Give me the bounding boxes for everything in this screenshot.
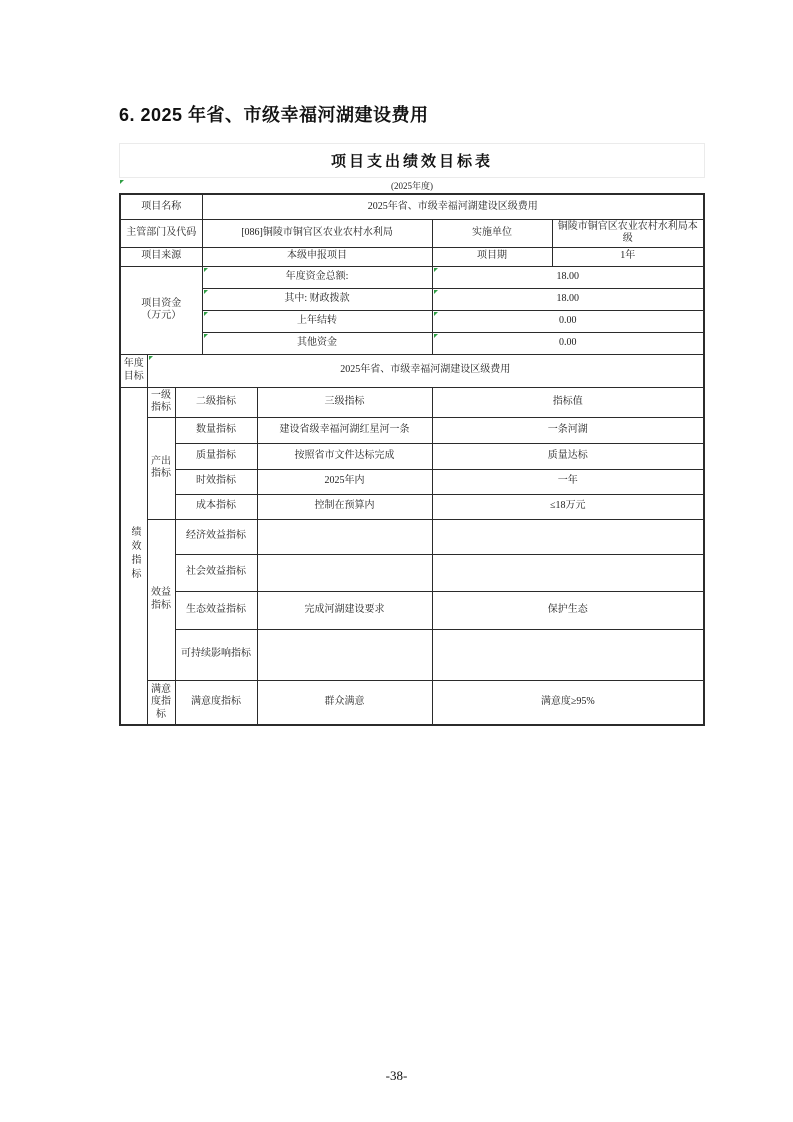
indicator-cost-detail: 控制在预算内 <box>257 494 432 519</box>
indicator-economic-label: 经济效益指标 <box>175 519 257 554</box>
funds-label-line2: （万元） <box>141 310 182 321</box>
indicators-side-label: 绩效指标 <box>120 387 147 725</box>
header-level3: 三级指标 <box>257 387 432 417</box>
indicator-satisfaction-value: 满意度≥95% <box>432 680 704 725</box>
funds-label-line1: 项目资金 <box>141 297 182 309</box>
funds-row-carryover-value: 0.00 <box>432 310 704 332</box>
indicator-cost-label: 成本指标 <box>175 494 257 519</box>
indicator-timeliness-label: 时效指标 <box>175 469 257 494</box>
target-table-grid <box>119 193 705 726</box>
source-value: 本级申报项目 <box>202 247 432 266</box>
indicator-satisfaction-label: 满意度指标 <box>175 680 257 725</box>
indicator-sustainability-value <box>432 629 704 680</box>
page-title: 6. 2025 年省、市级幸福河湖建设费用 <box>119 105 429 125</box>
indicator-economic-value <box>432 519 704 554</box>
indicator-cost-value: ≤18万元 <box>432 494 704 519</box>
header-level1: 一级指标 <box>147 387 175 417</box>
annual-goal-label: 年度目标 <box>120 354 147 387</box>
indicator-sustainability-label: 可持续影响指标 <box>175 629 257 680</box>
indicator-social-label: 社会效益指标 <box>175 554 257 591</box>
indicator-ecological-detail: 完成河湖建设要求 <box>257 591 432 629</box>
group-satisfaction-label: 满意度指标 <box>147 680 175 725</box>
funds-row-other-value: 0.00 <box>432 332 704 354</box>
source-label: 项目来源 <box>120 247 202 266</box>
header-level2: 二级指标 <box>175 387 257 417</box>
performance-target-table <box>119 143 705 726</box>
page-number: -38- <box>385 1068 408 1083</box>
project-name-label: 项目名称 <box>120 194 202 219</box>
indicator-social-detail <box>257 554 432 591</box>
indicator-quality-label: 质量指标 <box>175 443 257 469</box>
impl-unit-label: 实施单位 <box>432 219 552 247</box>
funds-row-fiscal-value: 18.00 <box>432 288 704 310</box>
indicator-quality-value: 质量达标 <box>432 443 704 469</box>
dept-value: [086]铜陵市铜官区农业农村水利局 <box>202 219 432 247</box>
indicator-economic-detail <box>257 519 432 554</box>
funds-row-carryover-label: 上年结转 <box>202 310 432 332</box>
funds-label <box>120 266 202 354</box>
table-title-row <box>119 143 705 178</box>
dept-label: 主管部门及代码 <box>120 219 202 247</box>
header-value: 指标值 <box>432 387 704 417</box>
period-value: 1年 <box>552 247 704 266</box>
impl-unit-value: 铜陵市铜官区农业农村水利局本级 <box>552 219 704 247</box>
period-label: 项目期 <box>432 247 552 266</box>
indicator-timeliness-detail: 2025年内 <box>257 469 432 494</box>
project-name-value: 2025年省、市级幸福河湖建设区级费用 <box>202 194 704 219</box>
table-subtitle: (2025年度) <box>391 181 433 191</box>
indicator-satisfaction-detail: 群众满意 <box>257 680 432 725</box>
table-title: 项目支出绩效目标表 <box>330 154 493 170</box>
indicator-ecological-value: 保护生态 <box>432 591 704 629</box>
indicator-timeliness-value: 一年 <box>432 469 704 494</box>
funds-row-fiscal-label: 其中: 财政拨款 <box>202 288 432 310</box>
group-benefit-label: 效益指标 <box>147 519 175 680</box>
indicator-ecological-label: 生态效益指标 <box>175 591 257 629</box>
indicator-sustainability-detail <box>257 629 432 680</box>
indicator-quantity-detail: 建设省级幸福河湖红星河一条 <box>257 417 432 443</box>
funds-row-total-value: 18.00 <box>432 266 704 288</box>
indicator-social-value <box>432 554 704 591</box>
funds-row-total-label: 年度资金总额: <box>202 266 432 288</box>
indicator-quantity-label: 数量指标 <box>175 417 257 443</box>
indicator-quality-detail: 按照省市文件达标完成 <box>257 443 432 469</box>
table-subtitle-row <box>119 178 705 193</box>
annual-goal-text: 2025年省、市级幸福河湖建设区级费用 <box>147 354 704 387</box>
indicator-quantity-value: 一条河湖 <box>432 417 704 443</box>
group-output-label: 产出指标 <box>147 417 175 519</box>
funds-row-other-label: 其他资金 <box>202 332 432 354</box>
